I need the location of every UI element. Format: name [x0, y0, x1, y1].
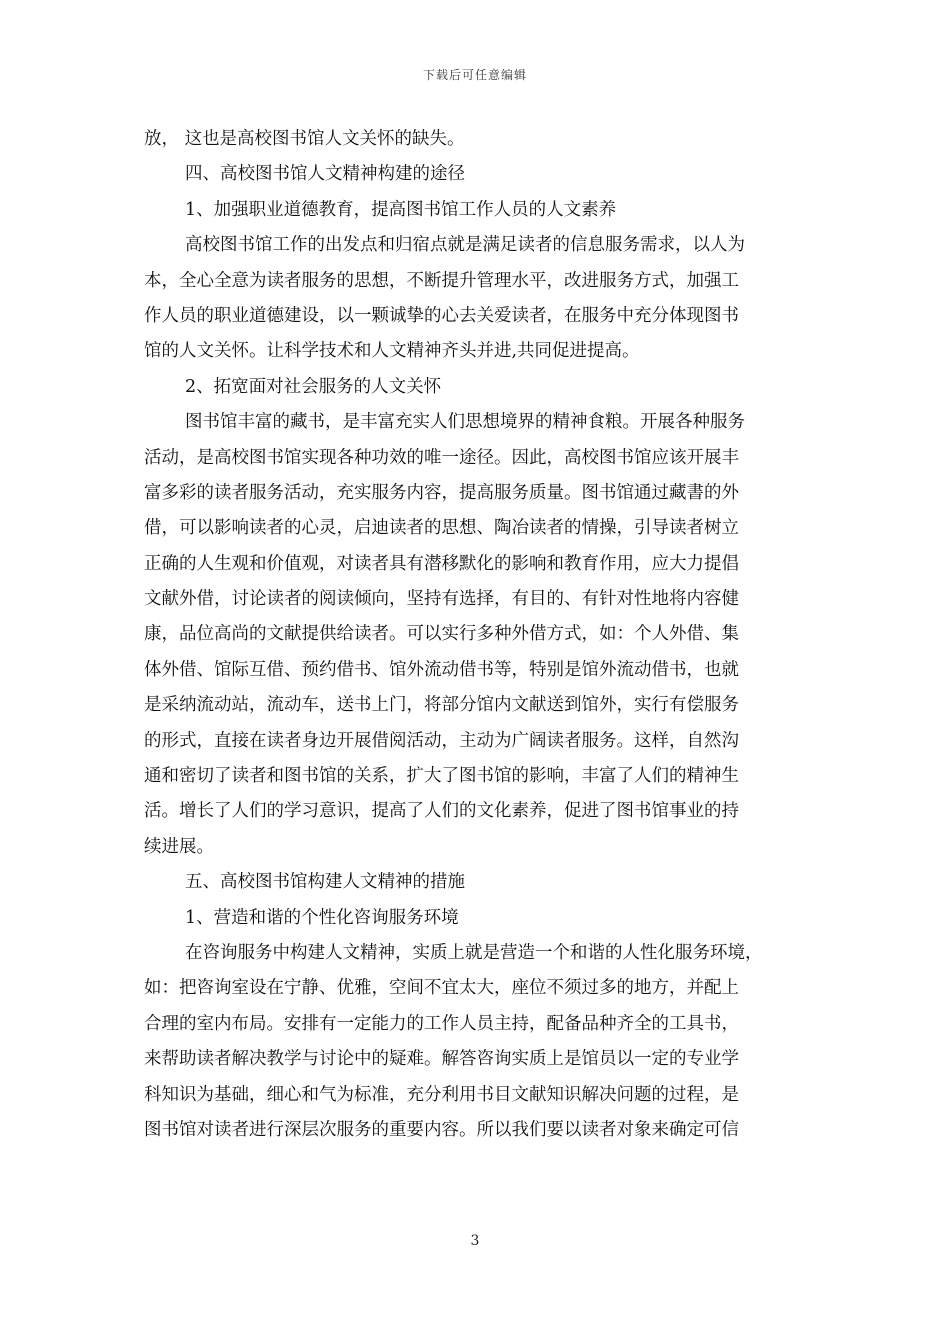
text-line: 五、高校图书馆构建人文精神的措施 [185, 872, 465, 893]
text-line: 活动，是高校图书馆实现各种功效的唯一途径。因此，高校图书馆应该开展丰 [144, 447, 739, 468]
text-line: 在咨询服务中构建人文精神，实质上就是营造一个和谐的人性化服务环境， [185, 942, 763, 963]
text-line: 续进展。 [144, 836, 214, 857]
text-line: 来帮助读者解决教学与讨论中的疑难。解答咨询实质上是馆员以一定的专业学 [144, 1049, 739, 1070]
text-line: 是采纳流动站，流动车，送书上门，将部分馆内文献送到馆外，实行有偿服务 [144, 695, 739, 716]
document-body [144, 122, 809, 1148]
text-line: 2、拓宽面对社会服务的人文关怀 [185, 376, 442, 397]
text-line: 1、加强职业道德教育，提高图书馆工作人员的人文素养 [185, 199, 617, 220]
text-line: 活。增长了人们的学习意识，提高了人们的文化素养，促进了图书馆事业的持 [144, 801, 739, 822]
text-line: 通和密切了读者和图书馆的关系，扩大了图书馆的影响，丰富了人们的精神生 [144, 766, 739, 787]
text-line: 科知识为基础，细心和气为标准，充分利用书目文献知识解决问题的过程，是 [144, 1084, 739, 1105]
text-line: 放， 这也是高校图书馆人文关怀的缺失。 [144, 129, 465, 149]
text-line: 本，全心全意为读者服务的思想，不断提升管理水平，改进服务方式，加强工 [144, 270, 739, 291]
page-header: 下载后可任意编辑 [422, 68, 527, 82]
text-line: 合理的室内布局。安排有一定能力的工作人员主持，配备品种齐全的工具书， [144, 1013, 739, 1034]
text-line: 体外借、馆际互借、预约借书、馆外流动借书等，特别是馆外流动借书，也就 [144, 659, 739, 680]
text-line: 1、营造和谐的个性化咨询服务环境 [185, 907, 459, 928]
text-line: 作人员的职业道德建设，以一颗诚挚的心去关爱读者，在服务中充分体现图书 [144, 305, 739, 326]
text-line: 正确的人生观和价值观，对读者具有潜移默化的影响和教育作用，应大力提倡 [144, 553, 739, 574]
text-line: 图书馆丰富的藏书，是丰富充实人们思想境界的精神食粮。开展各种服务 [185, 412, 745, 433]
text-line: 如：把咨询室设在宁静、优雅，空间不宜太大，座位不须过多的地方，并配上 [144, 978, 739, 999]
text-line: 图书馆对读者进行深层次服务的重要内容。所以我们要以读者对象来确定可信 [144, 1119, 739, 1140]
text-line: 文献外借，讨论读者的阅读倾向，坚持有选择，有目的、有针对性地将内容健 [144, 589, 739, 610]
text-line: 高校图书馆工作的出发点和归宿点就是满足读者的信息服务需求，以人为 [185, 235, 745, 256]
text-line: 借，可以影响读者的心灵，启迪读者的思想、陶冶读者的情操，引导读者树立 [144, 518, 739, 539]
text-line: 康，品位高尚的文献提供给读者。可以实行多种外借方式，如：个人外借、集 [144, 624, 739, 645]
text-line: 馆的人文关怀。让科学技术和人文精神齐头并进,共同促进提高。 [144, 341, 640, 362]
text-line: 富多彩的读者服务活动，充实服务内容，提高服务质量。图书馆通过藏書的外 [144, 482, 739, 503]
page-number: 3 [470, 1233, 480, 1249]
text-line: 的形式，直接在读者身边开展借阅活动，主动为广阔读者服务。这样，自然沟 [144, 730, 739, 751]
text-line: 四、高校图书馆人文精神构建的途径 [185, 164, 465, 185]
